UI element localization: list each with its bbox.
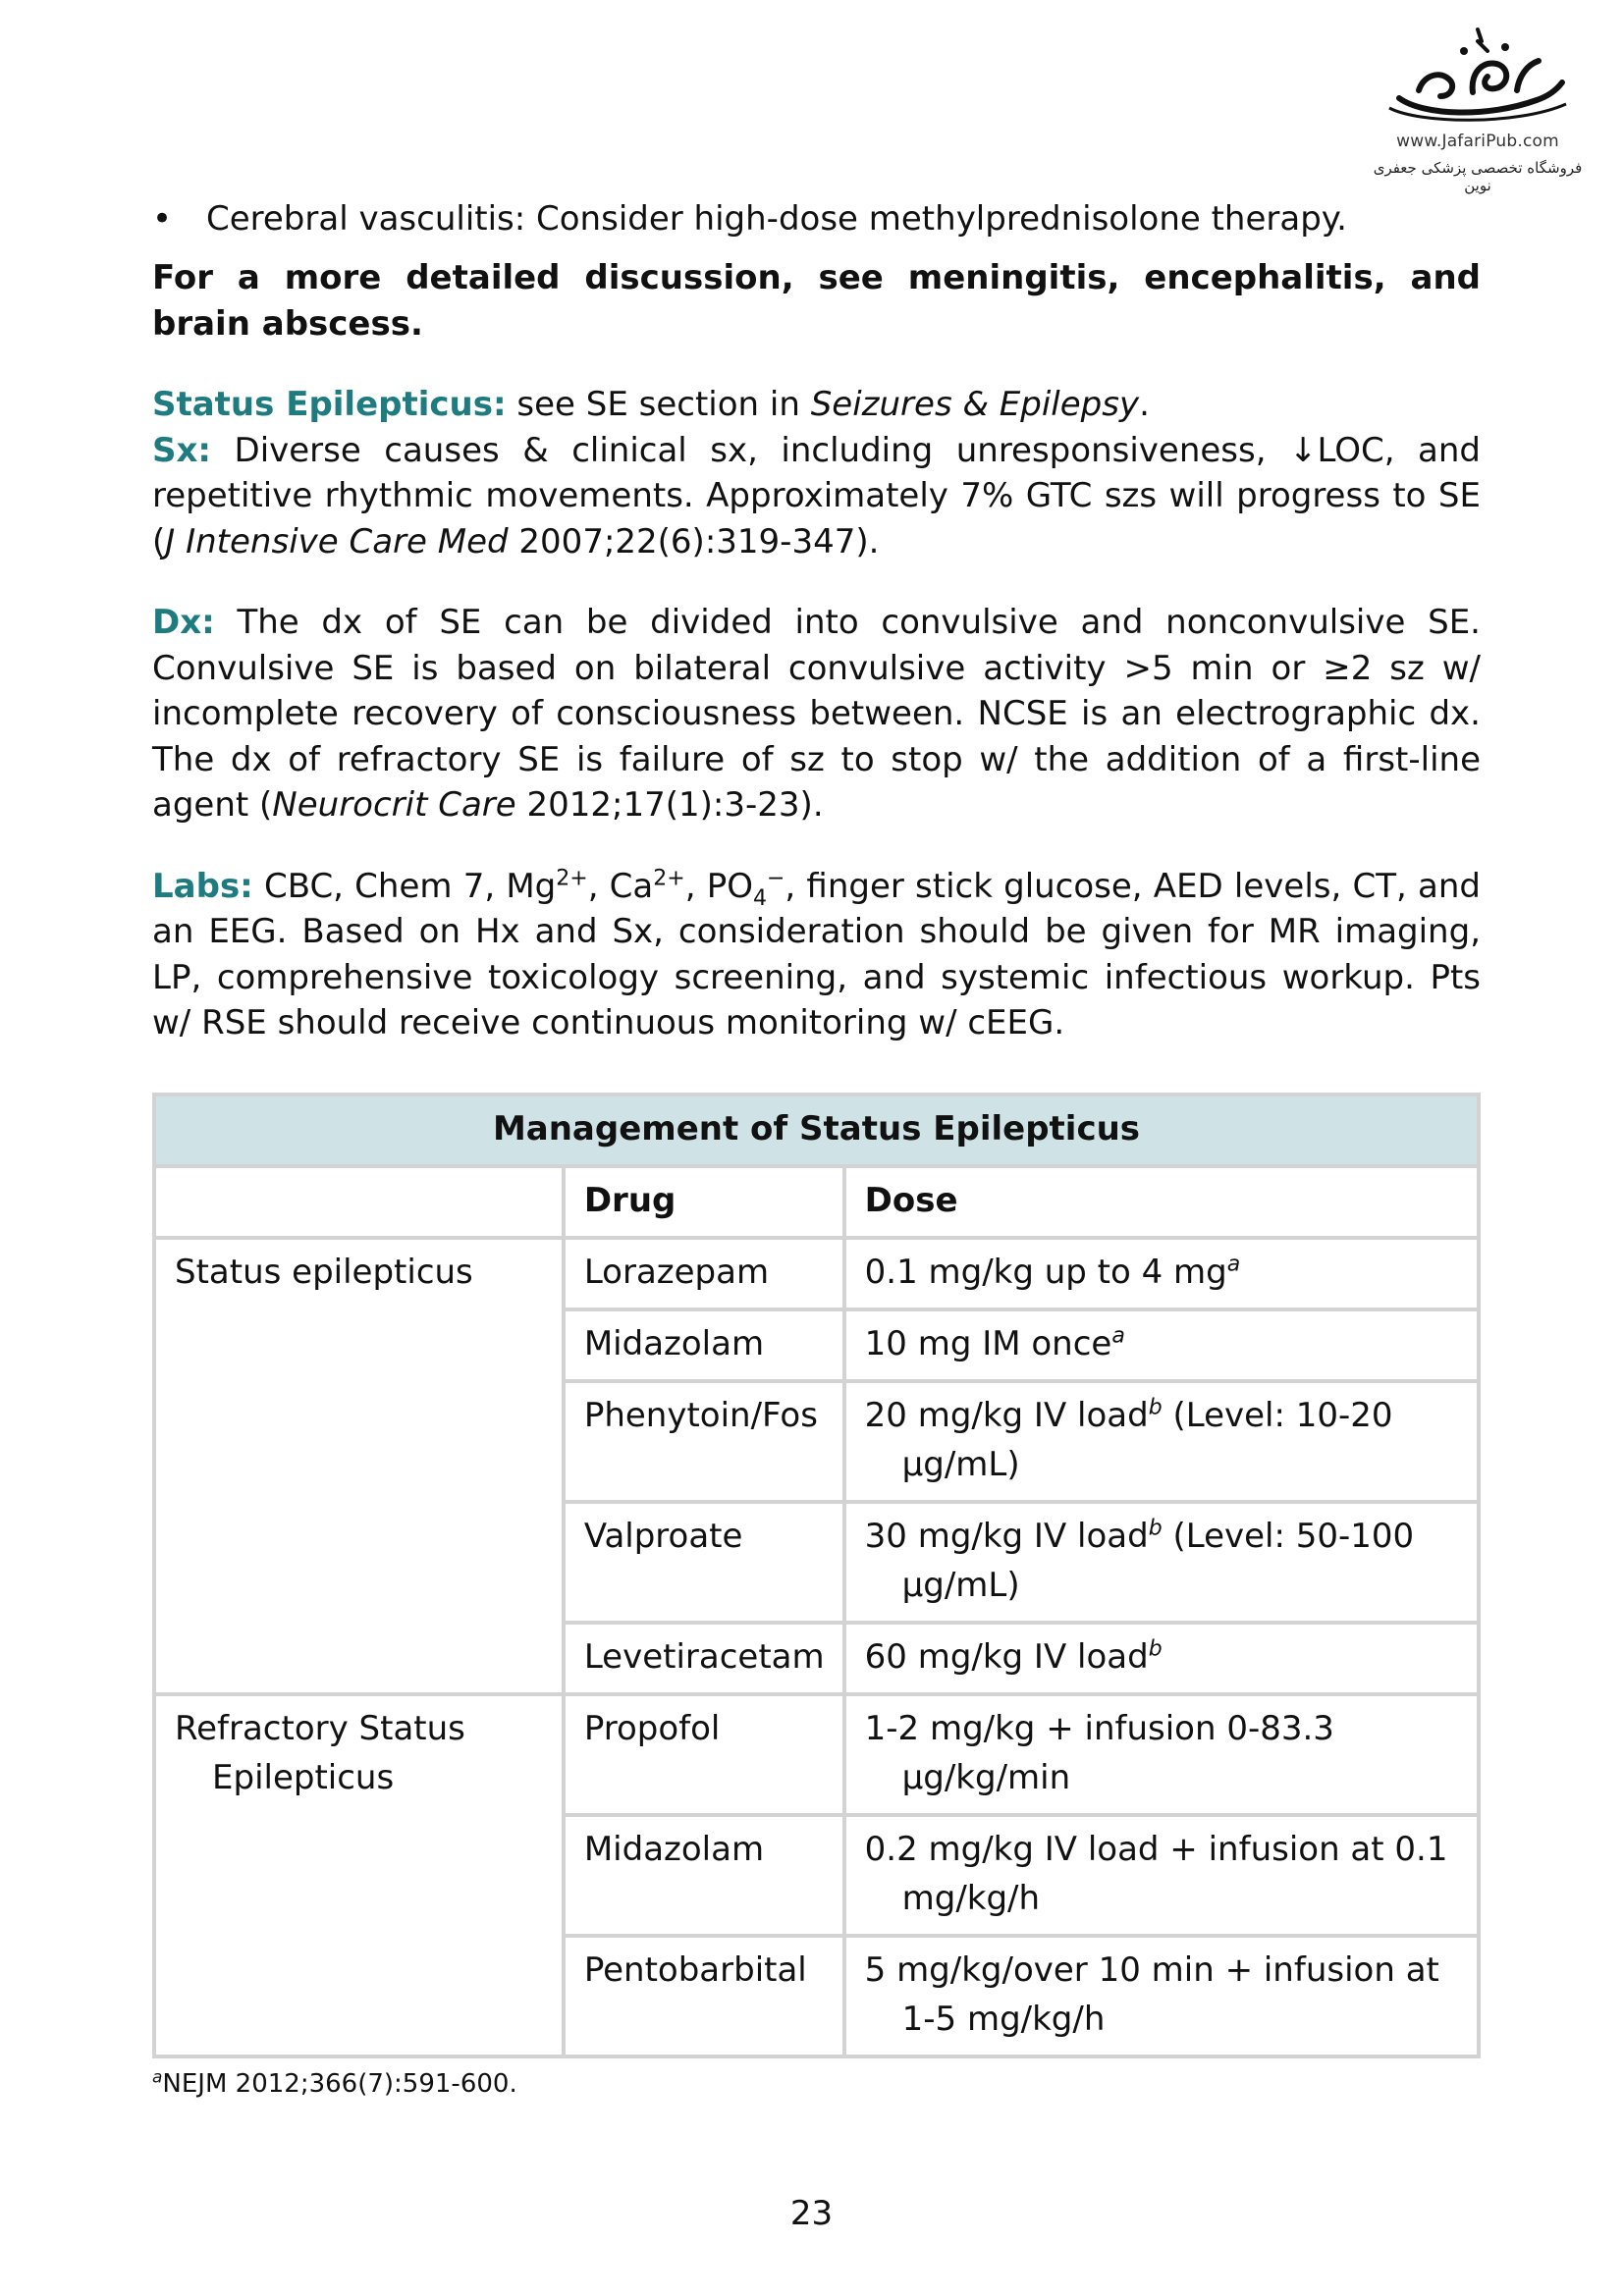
drug-cell: Phenytoin/Fos bbox=[564, 1381, 844, 1502]
dose-cell bbox=[844, 1381, 1479, 1502]
drug-cell: Pentobarbital bbox=[564, 1936, 844, 2056]
dose-tail: (Level: 10-20 µg/mL) bbox=[901, 1396, 1393, 1484]
dose-text: 10 mg IM once bbox=[864, 1324, 1112, 1363]
dose-cell bbox=[844, 1815, 1479, 1936]
dose-text: 0.2 mg/kg IV load + infusion at 0.1 mg/kg/h bbox=[864, 1830, 1448, 1918]
table-title: Management of Status Epilepticus bbox=[154, 1095, 1479, 1166]
table-row bbox=[154, 1694, 1479, 1815]
labs-sup-2: 2+ bbox=[653, 866, 685, 891]
discussion-note: For a more detailed discussion, see meningitis, encephalitis, and brain abscess. bbox=[152, 258, 1481, 344]
table-header-row bbox=[154, 1166, 1479, 1238]
bullet-item bbox=[152, 196, 1481, 241]
dose-cell bbox=[844, 1936, 1479, 2056]
dose-footnote-mark: b bbox=[1148, 1395, 1163, 1420]
sx-paragraph bbox=[152, 428, 1481, 565]
table-row bbox=[154, 1238, 1479, 1309]
sx-citation: 2007;22(6):319-347). bbox=[508, 521, 880, 561]
dose-cell bbox=[844, 1502, 1479, 1623]
dose-text: 60 mg/kg IV load bbox=[864, 1637, 1149, 1677]
drug-cell: Levetiracetam bbox=[564, 1623, 844, 1694]
sx-text: Diverse causes & clinical sx, including unresponsiveness, ↓LOC, and repetitive rhythmic movements. Approximately 7% GTC szs will progress to SE ( bbox=[152, 430, 1481, 561]
dose-text: 20 mg/kg IV load bbox=[864, 1396, 1149, 1435]
dose-cell bbox=[844, 1238, 1479, 1309]
dose-cell bbox=[844, 1623, 1479, 1694]
dose-footnote-mark: b bbox=[1148, 1516, 1163, 1541]
drug-cell: Valproate bbox=[564, 1502, 844, 1623]
dose-text: 1-2 mg/kg + infusion 0-83.3 µg/kg/min bbox=[864, 1709, 1334, 1797]
status-label: Status Epilepticus: bbox=[152, 385, 507, 424]
footnote-text: NEJM 2012;366(7):591-600. bbox=[162, 2069, 517, 2099]
labs-text-1: CBC, Chem 7, Mg bbox=[252, 866, 557, 906]
labs-paragraph bbox=[152, 864, 1481, 1046]
labs-sup-3: − bbox=[766, 866, 785, 891]
logo-subtitle: فروشگاه تخصصی پزشکی جعفری نوین bbox=[1373, 159, 1583, 194]
dose-text: 5 mg/kg/over 10 min + infusion at 1-5 mg/kg/h bbox=[864, 1950, 1439, 2039]
dx-paragraph bbox=[152, 600, 1481, 828]
dx-label: Dx: bbox=[152, 603, 215, 642]
table-title-row bbox=[154, 1095, 1479, 1166]
page-number: 23 bbox=[789, 2194, 834, 2233]
dx-journal: Neurocrit Care bbox=[272, 785, 516, 825]
header-empty-cell bbox=[154, 1166, 564, 1238]
status-ref: Seizures & Epilepsy bbox=[810, 385, 1140, 424]
management-table bbox=[152, 1093, 1481, 2058]
status-text-before: see SE section in bbox=[506, 385, 811, 424]
dose-footnote-mark: a bbox=[1226, 1252, 1241, 1277]
status-epilepticus-line bbox=[152, 382, 1481, 428]
sx-journal: J Intensive Care Med bbox=[165, 521, 509, 561]
dose-footnote-mark: b bbox=[1148, 1636, 1163, 1662]
table-body bbox=[154, 1238, 1479, 2056]
status-text-after: . bbox=[1139, 385, 1150, 424]
body-text bbox=[152, 196, 1481, 1046]
dose-text: 30 mg/kg IV load bbox=[864, 1517, 1149, 1556]
dose-cell bbox=[844, 1309, 1479, 1381]
header-drug: Drug bbox=[564, 1166, 844, 1238]
drug-cell: Propofol bbox=[564, 1694, 844, 1815]
publisher-logo bbox=[1360, 22, 1596, 194]
bullet-symbol: • bbox=[152, 199, 173, 239]
dose-tail: (Level: 50-100 µg/mL) bbox=[901, 1517, 1415, 1605]
dose-cell bbox=[844, 1694, 1479, 1815]
dose-footnote-mark: a bbox=[1111, 1323, 1125, 1349]
labs-label: Labs: bbox=[152, 866, 253, 906]
group-name-cell: Refractory Status Epilepticus bbox=[154, 1694, 564, 2056]
dx-text: The dx of SE can be divided into convulsive and nonconvulsive SE. Convulsive SE is based on bilateral convulsive activity >5 min or ≥2 sz w/ incomplete recovery of consciousness between. NCSE is an electrographic dx. The dx of refractory SE is failure of sz to stop w/ the addition of a first-line agent ( bbox=[152, 603, 1481, 825]
jafari-logo-icon bbox=[1380, 22, 1576, 130]
footnote-mark: a bbox=[152, 2067, 163, 2088]
drug-cell: Midazolam bbox=[564, 1309, 844, 1381]
footnote bbox=[152, 2069, 517, 2099]
dose-text: 0.1 mg/kg up to 4 mg bbox=[864, 1253, 1227, 1292]
group-name-cell: Status epilepticus bbox=[154, 1238, 564, 1694]
dx-citation: 2012;17(1):3-23). bbox=[515, 785, 824, 825]
drug-cell: Midazolam bbox=[564, 1815, 844, 1936]
drug-cell: Lorazepam bbox=[564, 1238, 844, 1309]
header-dose: Dose bbox=[844, 1166, 1479, 1238]
labs-text-4: , finger stick glucose, AED levels, CT, and an EEG. Based on Hx and Sx, consideration should be given for MR imaging, LP, comprehensive toxicology screening, and systemic infectious workup. Pts w/ RSE should receive continuous monitoring w/ cEEG. bbox=[152, 866, 1481, 1042]
labs-sub-3: 4 bbox=[752, 885, 767, 911]
labs-text-3: , PO bbox=[684, 866, 753, 906]
logo-url: www.JafariPub.com bbox=[1396, 132, 1559, 151]
sx-label: Sx: bbox=[152, 430, 212, 470]
labs-text-2: , Ca bbox=[587, 866, 654, 906]
labs-sup-1: 2+ bbox=[556, 866, 588, 891]
bullet-text: Cerebral vasculitis: Consider high-dose methylprednisolone therapy. bbox=[206, 199, 1347, 239]
